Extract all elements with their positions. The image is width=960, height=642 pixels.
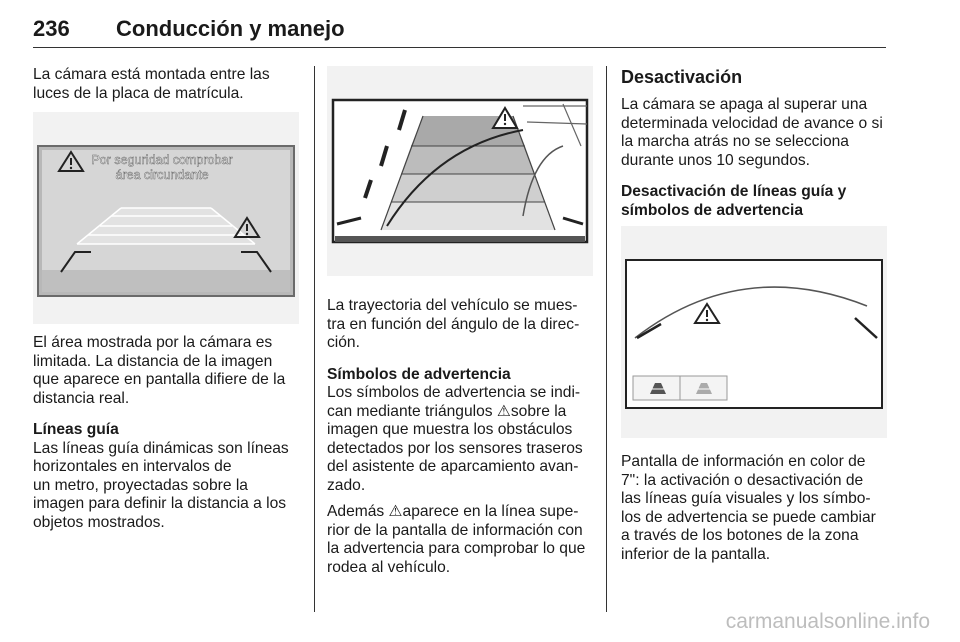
guide-deactivation-heading: Desactivación de líneas guía y símbolos de advertencia xyxy=(621,183,847,219)
header-rule xyxy=(33,47,886,48)
column-3-body xyxy=(621,453,891,564)
warning-symbols-heading: Símbolos de advertencia xyxy=(327,365,511,383)
trajectory-figure xyxy=(327,66,593,276)
trajectory-paragraph: La trayectoria del vehículo se mues- tra en función del ángulo de la direc- ción. xyxy=(327,297,580,351)
safety-message-line-2: área circundante xyxy=(115,168,209,182)
info-display-illustration xyxy=(621,226,887,438)
deactivation-paragraph: La cámara se apaga al superar una determinada velocidad de avance o si la marcha atrás no se selecciona durante unos 10 segundos. xyxy=(621,96,883,169)
camera-display-illustration xyxy=(33,112,299,324)
chapter-title: Conducción y manejo xyxy=(116,16,345,41)
color-display-paragraph: Pantalla de información en color de 7": la activación o desactivación de las líneas guía visuales y los símbo- los de advertencia se puede cambiar a través de los botones de la zona inferior de la pantalla. xyxy=(621,453,876,563)
safety-message-line-1: Por seguridad comprobar xyxy=(91,153,233,167)
warning-symbols-paragraph: Los símbolos de advertencia se indi- can mediante triángulos ⚠sobre la imagen que muestra los obstáculos detectados por los sensores traseros del asistente de aparcamiento avan- zado. xyxy=(327,384,583,494)
intro-paragraph: La cámara está montada entre las luces de la placa de matrícula. xyxy=(33,66,270,102)
watermark: carmanualsonline.info xyxy=(725,610,930,633)
column-1-body xyxy=(33,334,303,532)
trajectory-illustration xyxy=(327,66,593,276)
camera-display-figure xyxy=(33,112,299,324)
display-area-paragraph: El área mostrada por la cámara es limitada. La distancia de la imagen que aparece en pantalla difiere de la distancia real. xyxy=(33,334,286,407)
column-2-body xyxy=(327,297,595,577)
guide-lines-paragraph: Las líneas guía dinámicas son líneas horizontales en intervalos de un metro, proyectadas sobre la imagen para definir la distancia a los objetos mostrados. xyxy=(33,439,289,531)
page-number: 236 xyxy=(33,16,70,41)
column-divider-1 xyxy=(314,66,315,612)
column-1-intro xyxy=(33,66,303,103)
deactivation-heading: Desactivación xyxy=(621,67,743,87)
column-divider-2 xyxy=(606,66,607,612)
additional-warning-paragraph: Además ⚠aparece en la línea supe- rior de la pantalla de información con la advertencia para comprobar lo que rodea al vehículo. xyxy=(327,503,586,576)
column-3-top xyxy=(621,66,891,220)
info-display-figure xyxy=(621,226,887,438)
guide-lines-heading: Líneas guía xyxy=(33,421,119,438)
